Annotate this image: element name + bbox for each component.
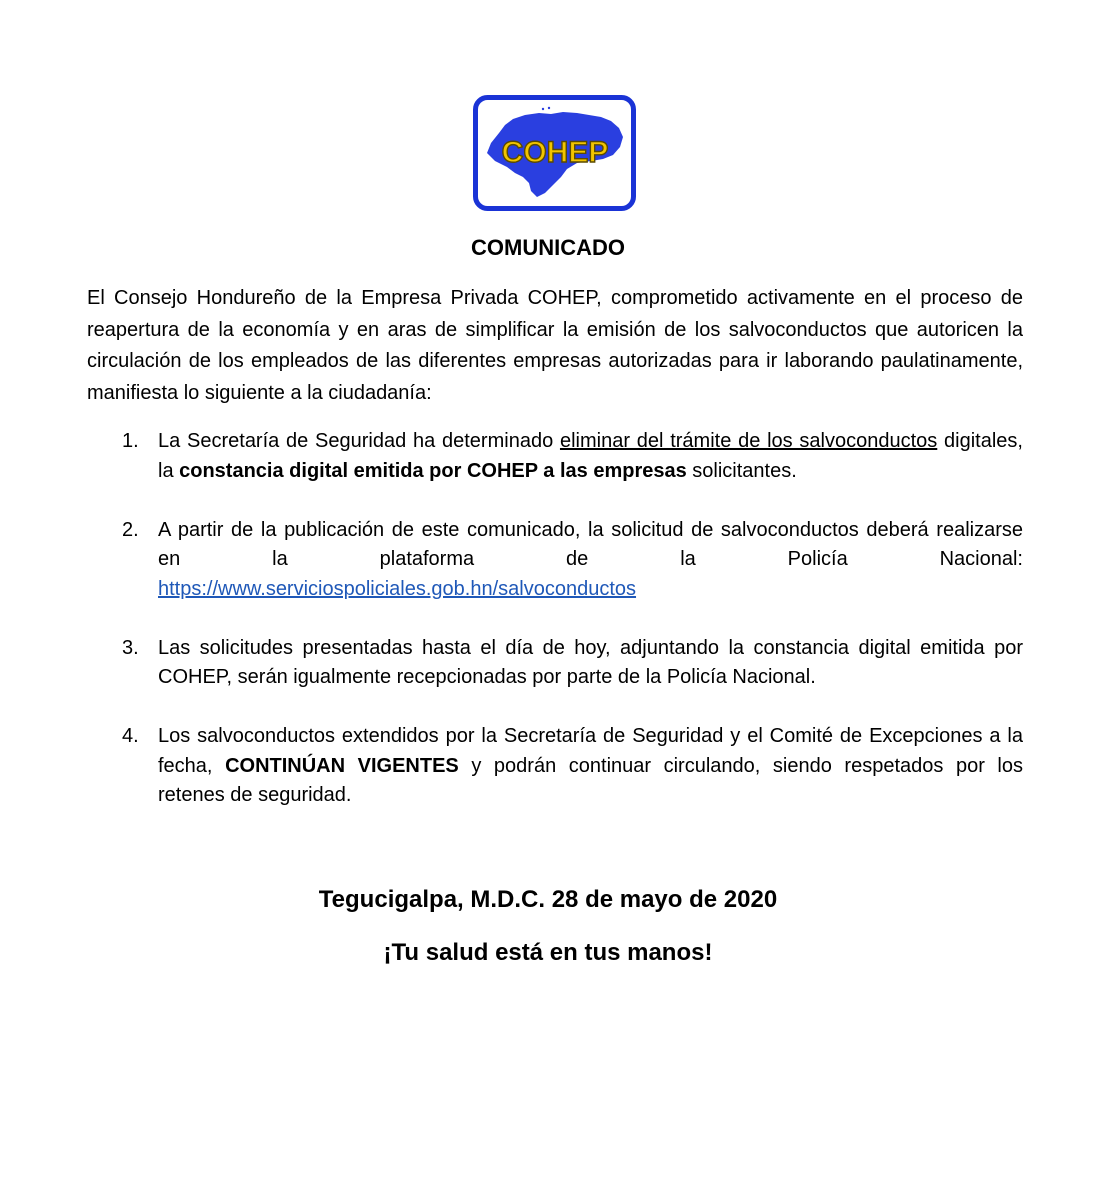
list-item-text [158, 427, 1023, 486]
list-item [87, 516, 1023, 605]
salvoconductos-link[interactable]: https://www.serviciospoliciales.gob.hn/salvoconductos [158, 577, 637, 600]
list-item-text-part: Los salvoconductos extendidos por la Secretaría de Seguridad y el Comité de Excepciones a la fecha, [158, 725, 1023, 777]
bold-phrase: CONTINÚAN VIGENTES [225, 754, 459, 777]
list-item-number: 4. [122, 725, 139, 747]
cohep-logo-graphic [473, 95, 636, 211]
list-item-text: Las solicitudes presentadas hasta el día de hoy, adjuntando la constancia digital emitida por COHEP, serán igualmente recepcionadas por parte de la Policía Nacional. [158, 636, 1023, 688]
list-item-text [158, 516, 1023, 605]
slogan: ¡Tu salud está en tus manos! [383, 939, 713, 966]
list-item [87, 722, 1023, 811]
list-item-text-part: La Secretaría de Seguridad ha determinado [158, 430, 560, 452]
list-item [87, 427, 1023, 486]
bold-phrase: constancia digital emitida por COHEP a las empresas [179, 459, 687, 482]
place-date-line: Tegucigalpa, M.D.C. 28 de mayo de 2020 [318, 886, 778, 913]
page-title: COMUNICADO [471, 235, 625, 260]
list-item-text-part: solicitantes. [686, 459, 797, 482]
list-item-number: 1. [122, 430, 139, 452]
numbered-list [87, 427, 1023, 811]
intro-paragraph: El Consejo Hondureño de la Empresa Privada COHEP, comprometido activamente en el proceso de reapertura de la economía y en aras de simplificar la emisión de los salvoconductos que autoricen la circulación de los empleados de las diferentes empresas autorizadas para ir laborando paulatinamente, manifiesta lo siguiente a la ciudadanía: [87, 287, 1023, 404]
cohep-logo [473, 95, 636, 211]
list-item-text-part: y podrán continuar circulando, siendo respetados por los retenes de seguridad. [158, 754, 1023, 806]
list-item-text-part: A partir de la publicación de este comunicado, la solicitud de salvoconductos deberá realizarse en la plataforma de la Policía Nacional: [158, 518, 1023, 570]
list-item [87, 634, 1023, 693]
list-item-text [158, 722, 1023, 811]
list-item-number: 3. [122, 636, 139, 659]
cohep-logo-text: COHEP [501, 136, 609, 169]
list-item-text-part: digitales, la [158, 430, 1023, 482]
list-item-number: 2. [122, 518, 139, 541]
underlined-phrase: eliminar del trámite de los salvoconductos [559, 430, 938, 452]
